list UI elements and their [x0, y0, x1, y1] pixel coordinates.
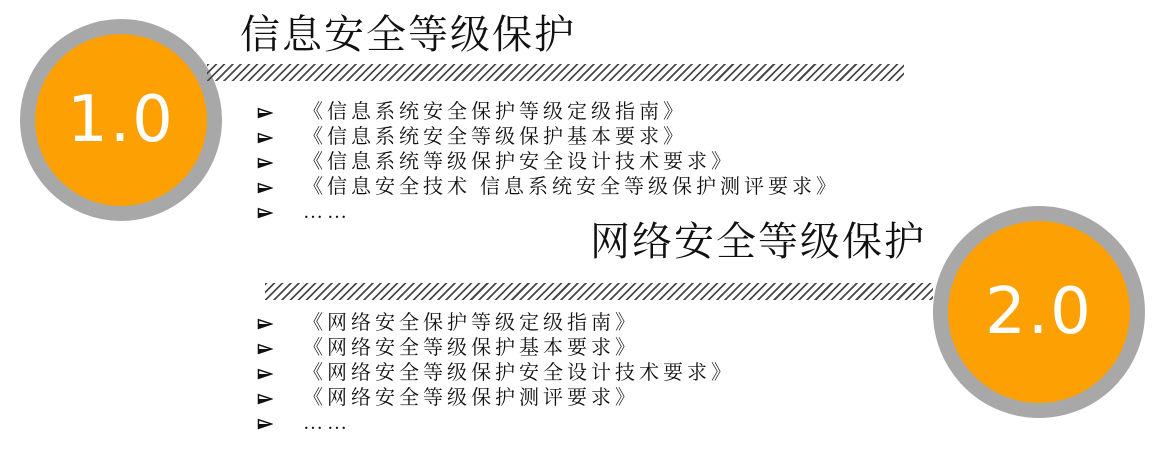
- list-item-text: 《信息系统安全等级保护基本要求》: [303, 126, 687, 148]
- section-1-list: [257, 100, 840, 225]
- section-2-divider: [265, 283, 933, 300]
- version-badge-2-label: 2.0: [985, 275, 1093, 349]
- arrow-bullet-icon: [257, 205, 273, 221]
- list-item-text: 《网络安全保护等级定级指南》: [303, 312, 639, 334]
- list-item: [257, 336, 735, 361]
- list-item: [257, 361, 735, 386]
- list-item: [257, 311, 735, 336]
- arrow-bullet-icon: [257, 155, 273, 171]
- list-item: [257, 100, 840, 125]
- arrow-bullet-icon: [257, 130, 273, 146]
- list-item: [257, 125, 840, 150]
- version-badge-1-label: 1.0: [67, 83, 175, 157]
- section-2-title: 网络安全等级保护: [590, 219, 926, 264]
- arrow-bullet-icon: [257, 180, 273, 196]
- section-1-title: 信息安全等级保护: [240, 12, 576, 57]
- arrow-bullet-icon: [257, 316, 273, 332]
- list-item: [257, 411, 735, 436]
- section-2-list: [257, 311, 735, 436]
- arrow-bullet-icon: [257, 391, 273, 407]
- list-item-text: 《网络安全等级保护基本要求》: [303, 337, 639, 359]
- arrow-bullet-icon: [257, 341, 273, 357]
- version-badge-2: [933, 206, 1145, 418]
- list-item: [257, 175, 840, 200]
- list-item-text: 《信息系统等级保护安全设计技术要求》: [303, 151, 735, 173]
- list-item-text: 《信息系统安全保护等级定级指南》: [303, 101, 687, 123]
- arrow-bullet-icon: [257, 105, 273, 121]
- list-item-text: 《信息安全技术 信息系统安全等级保护测评要求》: [303, 176, 840, 198]
- list-item: [257, 386, 735, 411]
- list-item-text: ……: [303, 412, 351, 434]
- arrow-bullet-icon: [257, 366, 273, 382]
- list-item-text: ……: [303, 201, 351, 223]
- version-badge-1: [20, 19, 222, 221]
- list-item: [257, 150, 840, 175]
- list-item-text: 《网络安全等级保护测评要求》: [303, 387, 639, 409]
- section-1-divider: [207, 64, 904, 81]
- arrow-bullet-icon: [257, 416, 273, 432]
- list-item-text: 《网络安全等级保护安全设计技术要求》: [303, 362, 735, 384]
